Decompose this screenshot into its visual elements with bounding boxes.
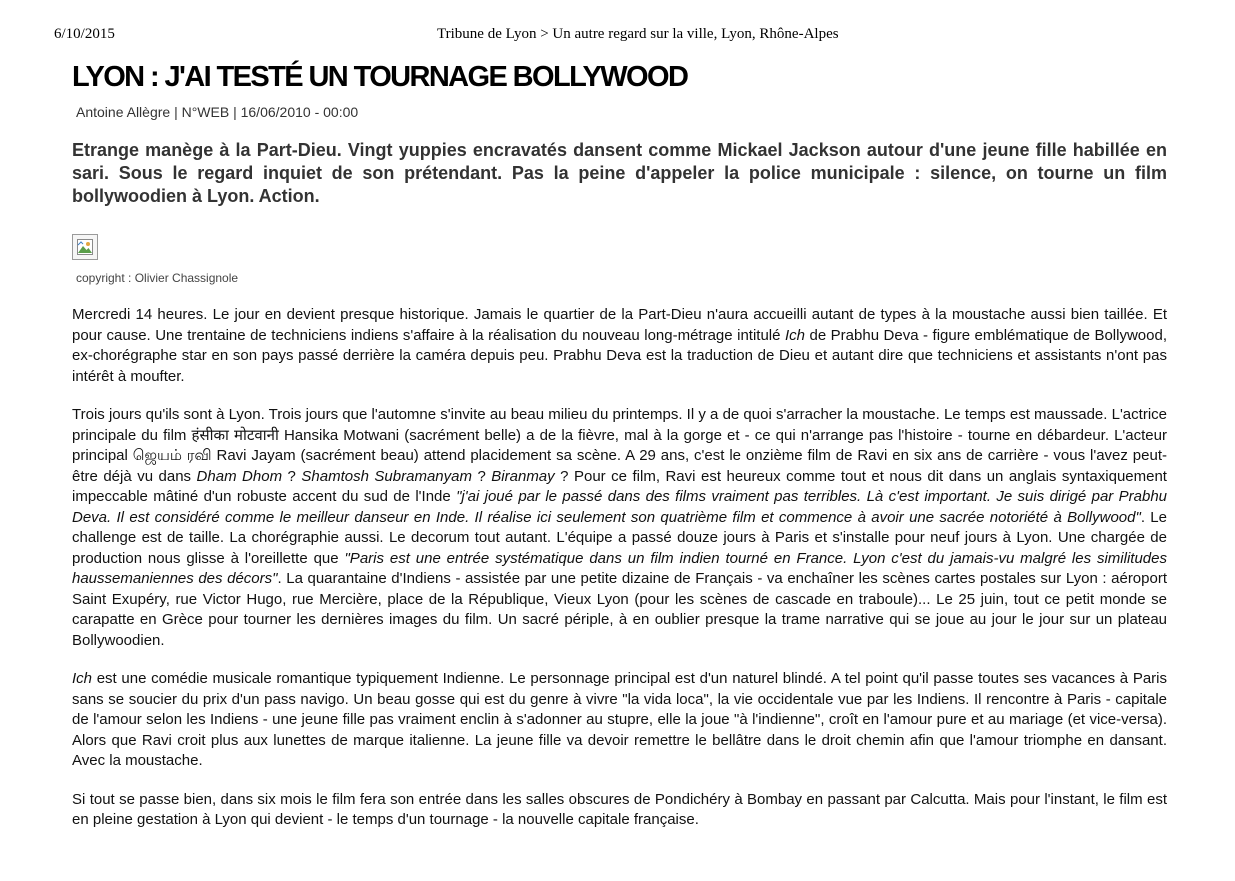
paragraph-text: Si tout se passe bien, dans six mois le film fera son entrée dans les salles obscures de Pondichéry à Bombay en passant par Calcutta. Mais pour l'instant, le film est en pleine gestation à Lyon qui devient - le temps d'un tournage - la nouvelle capitale française. <box>72 790 1167 828</box>
paragraph-text: de Prabhu Deva - figure emblématique de Bollywood, ex-chorégraphe star en son pays passé derrière la caméra depuis peu. Prabhu Deva est la traduction de Dieu et autant dire que techniciens et assistants n'ont pas intérêt à moufter. <box>72 326 1167 385</box>
film-title: Shamtosh Subramanyam <box>301 467 472 485</box>
film-title: Biranmay <box>491 467 555 485</box>
film-title: Ich <box>784 326 805 344</box>
article-byline: Antoine Allègre | N°WEB | 16/06/2010 - 00:00 <box>76 104 359 120</box>
article-body <box>72 305 1167 831</box>
article-paragraph <box>72 669 1167 772</box>
film-title: Dham Dhom <box>196 467 283 485</box>
print-date: 6/10/2015 <box>54 26 115 42</box>
paragraph-text: . La quarantaine d'Indiens - assistée par une petite dizaine de Français - va enchaîner les scènes cartes postales sur Lyon : aéroport Saint Exupéry, rue Victor Hugo, rue Mercière, place de la République, Vieux Lyon (pour les scènes de cascade en traboule)... Le 25 juin, tout ce petit monde se carapatte en Grèce pour tourner les dernières images du film. Un sacré périple, à en oublier presque la trame narrative qui se joue au jour le jour sur un plateau Bollywoodien. <box>72 570 1167 649</box>
article-paragraph <box>72 305 1167 387</box>
paragraph-text: ? <box>282 467 302 485</box>
print-header <box>0 26 1235 46</box>
article-image[interactable] <box>72 234 98 260</box>
quote: "Paris est une entrée systématique dans un film indien tourné en France. Lyon c'est du jamais-vu malgré les similitudes haussemaniennes des décors" <box>72 549 1167 587</box>
paragraph-text: Mercredi 14 heures. Le jour en devient presque historique. Jamais le quartier de la Part-Dieu n'aura accueilli autant de types à la moustache aussi bien taillée. Et pour cause. Une trentaine de techniciens indiens s'affaire à la réalisation du nouveau long-métrage intitulé <box>72 306 1167 344</box>
film-title: Ich <box>72 670 93 687</box>
print-page-title: Tribune de Lyon > Un autre regard sur la ville, Lyon, Rhône-Alpes <box>437 26 839 42</box>
article-headline: LYON : J'AI TESTÉ UN TOURNAGE BOLLYWOOD <box>72 61 688 93</box>
paragraph-text: Trois jours qu'ils sont à Lyon. Trois jours que l'automne s'invite au beau milieu du printemps. Il y a de quoi s'arracher la moustache. Le temps est maussade. L'actrice principale du film हंसीका मोटवानी Hansika Motwani (sacrément belle) a de la fièvre, mal à la gorge et - ce qui n'arrange pas l'histoire - tourne en débardeur. L'acteur principal ஜெயம் ரவி Ravi Jayam (sacrément beau) attend placidement sa scène. A 29 ans, c'est le onzième film de Ravi en six ans de carrière - vous l'avez peut-être déjà vu dans <box>72 406 1167 485</box>
article-paragraph <box>72 405 1167 651</box>
article-paragraph <box>72 790 1167 831</box>
image-credit: copyright : Olivier Chassignole <box>76 271 239 285</box>
broken-image-icon <box>77 239 93 255</box>
quote: "j'ai joué par le passé dans des films vraiment pas terribles. Là c'est important. Je suis dirigé par Prabhu Deva. Il est considéré comme le meilleur danseur en Inde. Il réalise ici seulement son quatrième film et commence à avoir une sacrée notoriété à Bollywood" <box>72 488 1168 526</box>
article <box>72 58 1167 849</box>
paragraph-text: ? Pour ce film, Ravi est heureux comme tout et nous dit dans un anglais syntaxiquement impeccable mâtiné d'un robuste accent du sud de l'Inde <box>72 467 1167 505</box>
paragraph-text: ? <box>471 467 492 485</box>
paragraph-text: est une comédie musicale romantique typiquement Indienne. Le personnage principal est d'un naturel blindé. A tel point qu'il passe toutes ses vacances à Paris sans se soucier du prix d'un pass navigo. Un beau gosse qui est du genre à vivre "la vida loca", la vie occidentale vue par les Indiens. Il rencontre à Paris - capitale de l'amour selon les Indiens - une jeune fille pas vraiment enclin à s'adonner au stupre, elle la joue "à l'indienne", croît en l'amour pure et au mariage (et vice-versa). Alors que Ravi croit plus aux lunettes de marque italienne. La jeune fille va devoir remettre le bellâtre dans le droit chemin afin que l'amour triomphe en dansant. Avec la moustache. <box>72 670 1167 769</box>
paragraph-text: . Le challenge est de taille. La chorégraphie aussi. Le decorum tout autant. L'équipe a passé douze jours à Paris et s'installe pour neuf jours à Lyon. Une chargée de production nous glisse à l'oreillette que <box>72 508 1167 567</box>
article-lede: Etrange manège à la Part-Dieu. Vingt yuppies encravatés dansent comme Mickael Jackson autour d'une jeune fille habillée en sari. Sous le regard inquiet de son prétendant. Pas la peine d'appeler la police municipale : silence, on tourne un film bollywoodien à Lyon. Action. <box>72 140 1167 206</box>
